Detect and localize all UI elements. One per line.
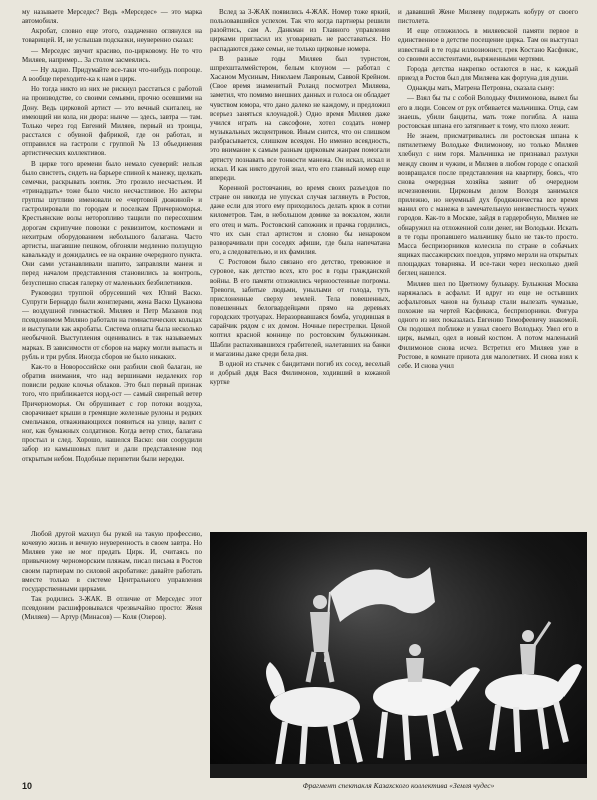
paragraph: — Взял бы ты с собой Володьку Филимонова, вывел бы его в люди. Совсем от рук отбивается мальчишка. Отца, сам знаешь, убили бандиты, мать тоже погибла. А наша ростовская шпана его затягивает к тому, что плохо лежит.	[398, 94, 578, 130]
paragraph: Города детства накрепко остаются в нас, к каждый приезд в Ростов был для Миляева как фортуна для души.	[398, 64, 578, 83]
paragraph: Однажды мать, Матрена Петровна, сказала сыну:	[407, 84, 555, 93]
paragraph: И еще отложилось в миляевской памяти первое в единственное в детстве посещение цирка. Там он выступал известный в те годы иллюзионист, грек Костано Касфикис, со своими ассистентами, выряженными чертями.	[398, 27, 578, 63]
paragraph: В цирке того времени было немало суеверий: нельзя было свистеть, сидеть на барьере спиной к манежу, щелкать семечки, раскрывать зонтик. Это грозило несчастьем. И «тринадцать» тоже было число несчастливое. Но актеры группы шутливо именовали ее «чертовой дюжиной» и гастролировали по городам и поселкам Причерноморья. Крестьянские волы неторопливо тащили по пересохшим дорогам скрипучие повозки с реквизитом, костюмами и нехитрым оборудованием небольшого балагана. Часто артисты, шагавшие пешком, обгоняли медленно ползущую кавалькаду и дожидались ее на окраине очередного пункта. Они сами устанавливали шапито, заправляли манеж и перед началом представления становились за контроль, безуспешно спасая галерку от маленьких безбилетников.	[22, 159, 202, 287]
paragraph: В разные годы Миляев был туристом, шпрехшталмейстером, белым клоуном — работал с Хасаном Мусиным, Николаем Лавровым, Саввой Крейном. (Свое время знаменитый Роланд посмотрел Миляева, заметил, что помимо внешних данных и голоса он обладает чувством юмора, что дано далеко не каждому, и предложил всерьез заняться клоунадой.) Одно время Миляев даже учился играть на саксофоне, хотел создать номер музыкальных эксцентриков. Иным снится, что он слишком разбрасывается, слишком всеяден. Но именно всеядность, это внимание к самым разным цирковым жанрам помогали артисту познавать все тонкости манежа. Он искал, искал и искал. И как никто другой знал, что его главный номер еще впереди.	[210, 54, 390, 182]
paragraph: Руководил труппой обрусевший чех Юлий Васко. Супруги Бернардо были жонглерами, жена Васко Цуканова — воздушной гимнасткой. Миляев и Петр Мазанов под псевдонимом Миляно работали на гимнастических кольцах и выступали как акробаты. Система оплаты была несколько необычной. Выступления оценивались в так называемых марках. В зависимости от сборов на марку могли выпасть и рубль и три рубля. Иногда сборов не было никаких.	[22, 288, 202, 361]
paragraph: Как-то в Новороссийске они разбили свой балаган, не обратив внимания, что над вершинами недалеких гор повисли редкие клочья облаков. Это был первый признак того, что приближается норд-ост — самый свирепый ветер Причерноморья. Он обрушивает с гор потоки воздуха, сворачивает крыши в гремящие железные рулоны и редких смельчаков, отваживающихся появиться на улице, валит с ног, как бумажных солдатиков. Когда ветер стих, балагана простыл и след. Хорошо, нашелся Васко: они соорудили забор из камышовых плит и дали представление под открытым небом. Подобные перипетии были нередки.	[22, 362, 202, 463]
paragraph: и дававший Жене Миляеву подержать кобуру от своего пистолета.	[398, 8, 578, 26]
column-1-lower	[22, 530, 202, 785]
paragraph: Акробат, словно еще этого, озадаченно оглянулся на товарищей. И, не услышав подсказки, неуверенно сказал:	[22, 27, 202, 45]
column-2	[210, 8, 390, 530]
column-3	[398, 8, 578, 530]
paragraph: Но тогда никто из них не рискнул расстаться с работой на производстве, со своими семьями, прочно осевшими на Дону. Ведь цирковой артист — это вечный скиталец, не имеющий ни кола, ни двора: нынче — здесь, завтра — там. Только через год Евгений Миляев, первый из троицы, расстался с обувной фабрикой, где он работал, и отправился на гастроли с группой № 13 объединения артистических коллективов.	[22, 85, 202, 158]
photo-caption: Фрагмент спектакля Казахского коллектива «Земля чудес»	[302, 781, 495, 790]
paragraph: С Ростовом было связано его детство, тревожное и суровое, как детство всех, кто рос в годы гражданской войны. В его памяти отложились черноостенные погромы. Тревоги, забитые людьми, унылыми от голода, туть прислоненные сверху землей. Тела повешенных, повешенных белогвардейцами прямо на деревьях городских тротуарах. Неразорвавшаяся бомба, угодившая в сарайчик рядом с их домом. Ночные перестрелки. Ценой коптил красной коннице по ростовским булыжникам. Шабли распахивавшихся грабителей, налетавших на банки и магазины даже среди бела дня.	[210, 258, 390, 358]
paragraph: Не знаем, присматривались ли ростовская шпана к пятилетнему Володьке Филимонову, но только Миляев хлебнул с ним горя. Мальчишка не признавал разлуки между своим и чужим, и Миляев в любом городе с опаской возвращался после представления на квартиру, боясь, что снова очередная хозяйка заявит об очередном исчезновении. Цирковым делом Володя занимался прилежно, но неуемный дух бродяжничества все время манил его с манежа в замечательную неизвестность чужих городов. Как-то в Москве, зайдя в гардеробную, Миляев не обнаружил на отложенной соли денег, ни Володьки. Искать в те годы пропавшего мальчишку было не так-то просто. Масса беспризорников колесила по стране в собачьих ящиках пассажирских поездов, упрямо мерзли на открытых площадках товарняка. И все-таки через несколько дней беглец нашелся.	[398, 132, 578, 278]
paragraph: Коренной ростовчанин, во время своих разъездов по стране он никогда не упускал случая заглянуть в Ростов, даже если для этого ему приходилось делать крюк в сотни километров. Там, в небольшом домике за вокзалом, жили его отец и мать. Ростовский сапожник и прачка гордились, что их сын стал артистом и словно бы ненароком разворачивали при соседях афиши, где была напечатана его, а следовательно, и их фамилия.	[210, 183, 390, 257]
paragraph: Вслед за 3-ЖАК появились 4-ЖАК. Номер тоже яркий, пользовавшийся успехом. Так что когда партнеры решили разойтись, сам А. Данкман из Главного управления цирками пригласил их уговаривать не расставаться. Но распадаются даже семьи, не только цирковые номера.	[210, 8, 390, 53]
photo-illustration	[210, 532, 587, 778]
paragraph: Так родились 3-ЖАК. В отличие от Мерседес этот псевдоним расшифровывался чрезвычайно просто: Женя (Миляев) — Артур (Минасов) — Коля (Озеров).	[22, 595, 202, 622]
column-1	[22, 8, 202, 530]
page-number: 10	[22, 781, 33, 791]
text-columns	[22, 8, 587, 530]
performance-photo	[210, 532, 587, 778]
paragraph: — Ну ладно. Придумайте все-таки что-нибудь попроще. А вообще переходите-ка к нам в цирк.	[22, 65, 202, 84]
paragraph: В одной из стычек с бандитами погиб их сосед, веселый и добрый дядя Вася Филимонов, ходивший в кожаной куртке	[210, 359, 390, 387]
paragraph: Любой другой махнул бы рукой на такую профессию, кочевую жизнь и вечную неуверенность в своем завтра. Но Миляев уже не мог предать Цирк. И, считаясь по привычному черноморским пляжам, писал письма в Ростов своим партнерам по силовой акробатике: давайте работать вместе только в системе Центрального управления государственными цирками.	[22, 530, 202, 593]
paragraph: — Мерседес звучит красиво, по-цирковому. Не то что Миляев, например... За столом засмеялись.	[22, 46, 202, 64]
paragraph: Миляев шел по Цветному бульвару. Булыжная Москва наряжалась в асфальт. И вдруг из еще не остывших асфальтовых чанов на бульвар стали вылезать чумазые, похожие на чертей Касфикиса, беспризорники. Фигура одного из них показалась Евгению Тимофеевичу знакомой. Он подошел поближе и узнал своего Володьку. Увел его в цирк, вымыл, одел в новый костюм. А потом маленький Филимонов снова исчез. Встретил его Миляев уже в Ростове, в комнате приюта для малолетних. И снова взял к себе. И снова учил	[398, 279, 578, 370]
paragraph: му называете Мерседес? Ведь «Мерседес» — это марка автомобиля.	[22, 8, 202, 26]
